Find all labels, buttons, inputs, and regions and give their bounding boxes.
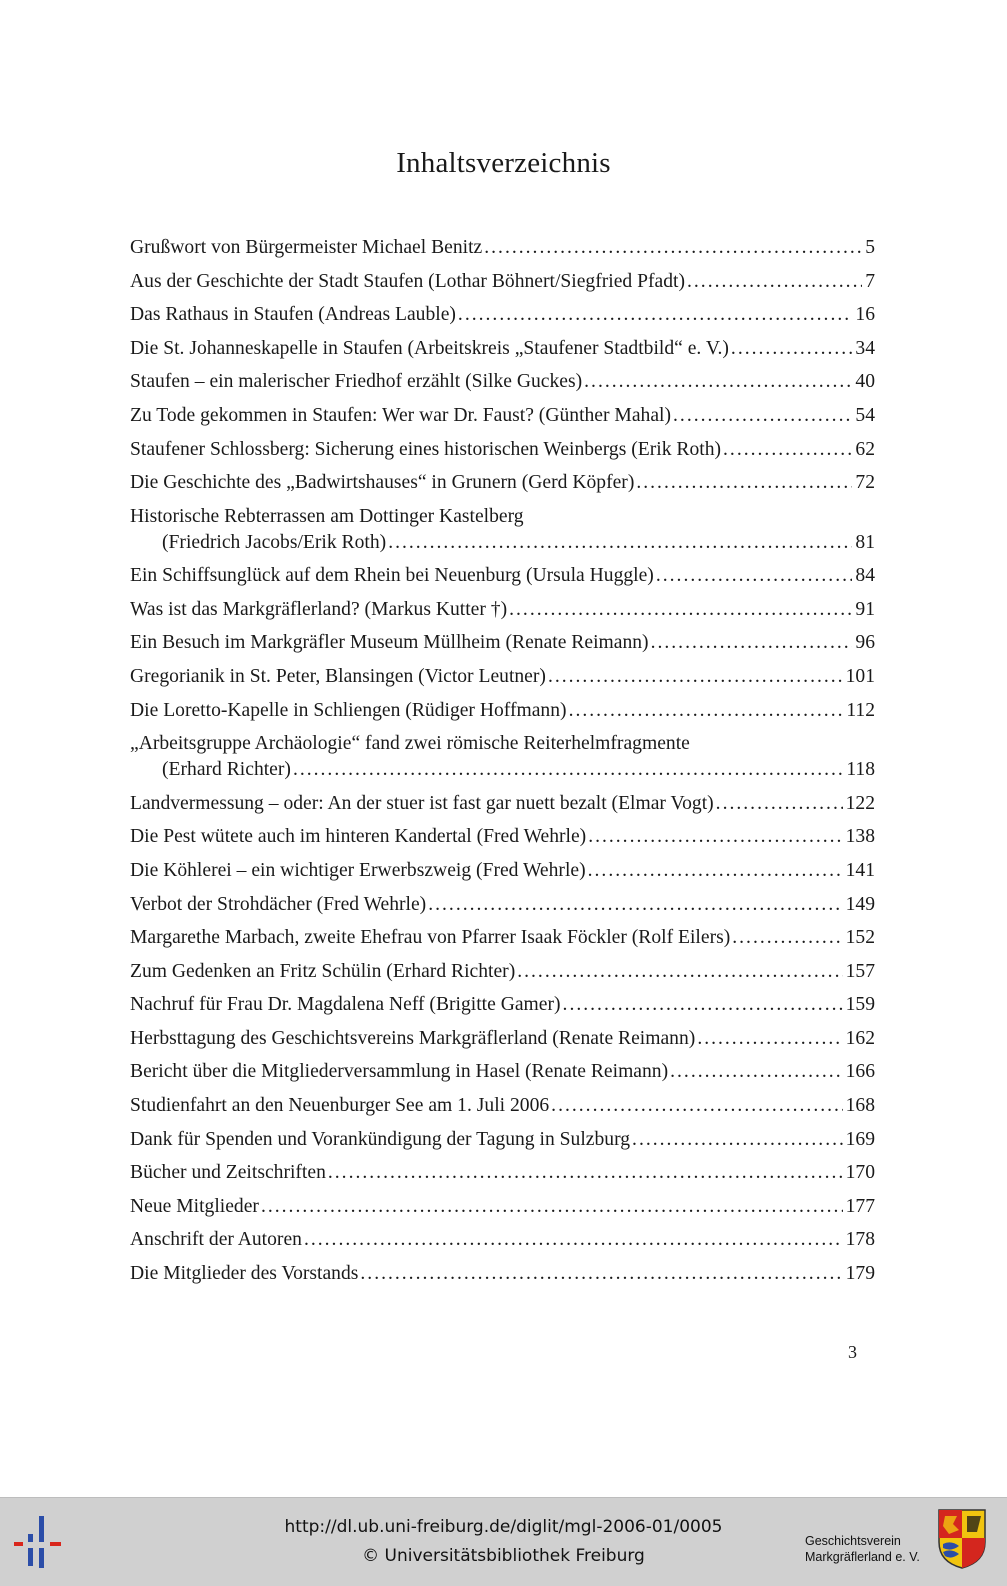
toc-entry-page: 54 xyxy=(855,404,875,426)
toc-leader-dots xyxy=(670,1060,842,1084)
toc-leader-dots xyxy=(731,337,852,361)
toc-entry-page: 72 xyxy=(855,472,875,494)
toc-entry-title: Studienfahrt an den Neuenburger See am 1. Juli 2006 xyxy=(130,1095,550,1117)
coat-of-arms-icon xyxy=(937,1508,987,1570)
toc-entry-page: 169 xyxy=(845,1128,875,1150)
toc-leader-dots xyxy=(697,1027,842,1051)
toc-entry-page: 34 xyxy=(855,337,875,359)
toc-leader-dots xyxy=(563,993,843,1017)
toc-leader-dots xyxy=(517,960,842,984)
toc-entry-title: Das Rathaus in Staufen (Andreas Lauble) xyxy=(130,304,456,326)
page-number: 3 xyxy=(848,1342,857,1362)
footer-url[interactable]: http://dl.ub.uni-freiburg.de/diglit/mgl-2006-01/0005 xyxy=(284,1517,723,1537)
footer-bar xyxy=(0,1497,1007,1586)
toc-entry-title: Herbsttagung des Geschichtsvereins Markgräflerland (Renate Reimann) xyxy=(130,1027,696,1049)
toc-entry-page: 16 xyxy=(855,304,875,326)
toc-entry-page: 7 xyxy=(865,270,875,292)
toc-entry-page: 149 xyxy=(845,893,875,915)
toc-leader-dots xyxy=(636,471,852,495)
toc-leader-dots xyxy=(651,631,853,655)
toc-entry-page: 177 xyxy=(845,1195,875,1217)
toc-leader-dots xyxy=(509,598,852,622)
toc-entry-page: 91 xyxy=(855,598,875,620)
toc-entry-title: Bücher und Zeitschriften xyxy=(130,1162,326,1184)
toc-entry-title: Zum Gedenken an Fritz Schülin (Erhard Richter) xyxy=(130,960,516,982)
toc-entry-page: 84 xyxy=(855,565,875,587)
toc-leader-dots xyxy=(687,270,862,294)
toc-entry-title: Die Loretto-Kapelle in Schliengen (Rüdiger Hoffmann) xyxy=(130,699,567,721)
toc-leader-dots xyxy=(261,1195,843,1219)
toc-entry xyxy=(130,236,875,260)
toc-entry-title: Gregorianik in St. Peter, Blansingen (Victor Leutner) xyxy=(130,666,546,688)
toc-entry xyxy=(130,665,875,689)
toc-entry xyxy=(130,1060,875,1084)
page-title: Inhaltsverzeichnis xyxy=(396,147,611,179)
toc-entry-page: 179 xyxy=(845,1263,875,1285)
toc-entry-title: Staufener Schlossberg: Sicherung eines historischen Weinbergs (Erik Roth) xyxy=(130,438,722,460)
footer-copyright: © Universitätsbibliothek Freiburg xyxy=(362,1546,645,1566)
toc-entry xyxy=(130,471,875,495)
toc-entry xyxy=(130,404,875,428)
toc-leader-dots xyxy=(569,699,844,723)
toc-leader-dots xyxy=(716,792,843,816)
toc-entry-title: Historische Rebterrassen am Dottinger Kastelberg xyxy=(130,505,524,527)
toc-entry xyxy=(130,438,875,462)
toc-entry-page: 141 xyxy=(845,859,875,881)
toc-entry-title: Ein Besuch im Markgräfler Museum Müllheim (Renate Reimann) xyxy=(130,632,649,654)
toc-entry-title: Verbot der Strohdächer (Fred Wehrle) xyxy=(130,893,427,915)
toc-entry-page: 162 xyxy=(845,1027,875,1049)
toc-entry xyxy=(130,1128,875,1152)
toc-entry xyxy=(130,564,875,588)
toc-entry-title: Grußwort von Bürgermeister Michael Benitz xyxy=(130,237,483,258)
toc-entry xyxy=(130,1228,875,1252)
toc-entry-title: Die St. Johanneskapelle in Staufen (Arbeitskreis „Staufener Stadtbild“ e. V.) xyxy=(130,337,729,359)
toc-leader-dots xyxy=(360,1262,842,1286)
toc-entry-title: Die Mitglieder des Vorstands xyxy=(130,1263,359,1285)
toc-leader-dots xyxy=(304,1228,843,1252)
toc-leader-dots xyxy=(723,438,852,462)
toc-entry xyxy=(130,792,875,816)
society-name xyxy=(805,1533,920,1565)
toc-entry xyxy=(130,1262,875,1286)
toc-leader-dots xyxy=(584,370,852,394)
toc-leader-dots xyxy=(388,531,852,555)
toc-entry-title: Landvermessung – oder: An der stuer ist fast gar nuett bezalt (Elmar Vogt) xyxy=(130,792,714,814)
toc-entry xyxy=(130,370,875,394)
toc-entry xyxy=(130,598,875,622)
society-name-line2: Markgräflerland e. V. xyxy=(805,1550,920,1564)
toc-entry-title: Die Köhlerei – ein wichtiger Erwerbszweig (Fred Wehrle) xyxy=(130,859,586,881)
toc-leader-dots xyxy=(732,926,842,950)
toc-entry xyxy=(130,505,875,555)
toc-entry xyxy=(130,926,875,950)
toc-entry xyxy=(130,337,875,361)
toc-entry-title: Neue Mitglieder xyxy=(130,1195,259,1217)
toc-entry-page: 62 xyxy=(855,438,875,460)
toc-entry-page: 152 xyxy=(845,927,875,949)
toc-entry xyxy=(130,1161,875,1185)
toc-leader-dots xyxy=(328,1161,843,1185)
toc-entry-page: 170 xyxy=(845,1162,875,1184)
toc-entry xyxy=(130,732,875,782)
toc-entry xyxy=(130,859,875,883)
toc-leader-dots xyxy=(428,893,842,917)
toc-entry xyxy=(130,825,875,849)
society-name-line1: Geschichtsverein xyxy=(805,1534,901,1548)
table-of-contents xyxy=(130,236,875,1296)
toc-entry-page: 81 xyxy=(855,531,875,553)
toc-entry-page: 112 xyxy=(846,699,875,721)
toc-entry xyxy=(130,631,875,655)
toc-leader-dots xyxy=(632,1128,843,1152)
toc-entry-title: Staufen – ein malerischer Friedhof erzählt (Silke Guckes) xyxy=(130,371,583,393)
toc-leader-dots xyxy=(588,859,843,883)
toc-entry-page: 122 xyxy=(845,792,875,814)
toc-leader-dots xyxy=(673,404,852,428)
toc-entry-title: (Friedrich Jacobs/Erik Roth) xyxy=(162,531,387,553)
toc-leader-dots xyxy=(588,825,842,849)
toc-entry-page: 101 xyxy=(845,666,875,688)
toc-entry xyxy=(130,303,875,327)
toc-entry xyxy=(130,1094,875,1118)
toc-leader-dots xyxy=(548,665,843,689)
toc-entry-title: Margarethe Marbach, zweite Ehefrau von Pfarrer Isaak Föckler (Rolf Eilers) xyxy=(130,927,731,949)
toc-leader-dots xyxy=(656,564,853,588)
toc-entry-title: Was ist das Markgräflerland? (Markus Kutter †) xyxy=(130,598,508,620)
toc-entry-page: 118 xyxy=(846,759,875,781)
toc-entry xyxy=(130,993,875,1017)
toc-entry-title: Dank für Spenden und Vorankündigung der Tagung in Sulzburg xyxy=(130,1128,631,1150)
toc-leader-dots xyxy=(458,303,852,327)
toc-entry-page: 96 xyxy=(855,632,875,654)
toc-entry-page: 157 xyxy=(845,960,875,982)
toc-leader-dots xyxy=(484,236,862,260)
toc-entry-title: Nachruf für Frau Dr. Magdalena Neff (Brigitte Gamer) xyxy=(130,994,561,1016)
toc-entry-page: 168 xyxy=(845,1095,875,1117)
toc-entry xyxy=(130,1027,875,1051)
toc-entry-title: Zu Tode gekommen in Staufen: Wer war Dr. Faust? (Günther Mahal) xyxy=(130,404,672,426)
toc-entry-title: Ein Schiffsunglück auf dem Rhein bei Neuenburg (Ursula Huggle) xyxy=(130,565,654,587)
toc-entry-title: „Arbeitsgruppe Archäologie“ fand zwei römische Reiterhelmfragmente xyxy=(130,733,690,755)
toc-entry xyxy=(130,699,875,723)
toc-entry-page: 138 xyxy=(845,826,875,848)
toc-entry-page: 166 xyxy=(845,1061,875,1083)
toc-entry xyxy=(130,893,875,917)
toc-entry-page: 159 xyxy=(845,994,875,1016)
toc-entry-page: 178 xyxy=(845,1229,875,1251)
toc-entry-title: Aus der Geschichte der Stadt Staufen (Lothar Böhnert/Siegfried Pfadt) xyxy=(130,270,685,292)
toc-entry xyxy=(130,270,875,294)
toc-entry-title: Anschrift der Autoren xyxy=(130,1229,302,1251)
toc-leader-dots xyxy=(293,758,843,782)
toc-entry-title: Die Pest wütete auch im hinteren Kandertal (Fred Wehrle) xyxy=(130,826,587,848)
toc-entry-page: 5 xyxy=(865,237,875,258)
toc-entry xyxy=(130,960,875,984)
toc-leader-dots xyxy=(551,1094,842,1118)
toc-entry xyxy=(130,1195,875,1219)
toc-entry-title: Die Geschichte des „Badwirtshauses“ in Grunern (Gerd Köpfer) xyxy=(130,472,635,494)
toc-entry-title: (Erhard Richter) xyxy=(162,759,291,781)
toc-entry-page: 40 xyxy=(855,371,875,393)
toc-entry-title: Bericht über die Mitgliederversammlung in Hasel (Renate Reimann) xyxy=(130,1061,669,1083)
